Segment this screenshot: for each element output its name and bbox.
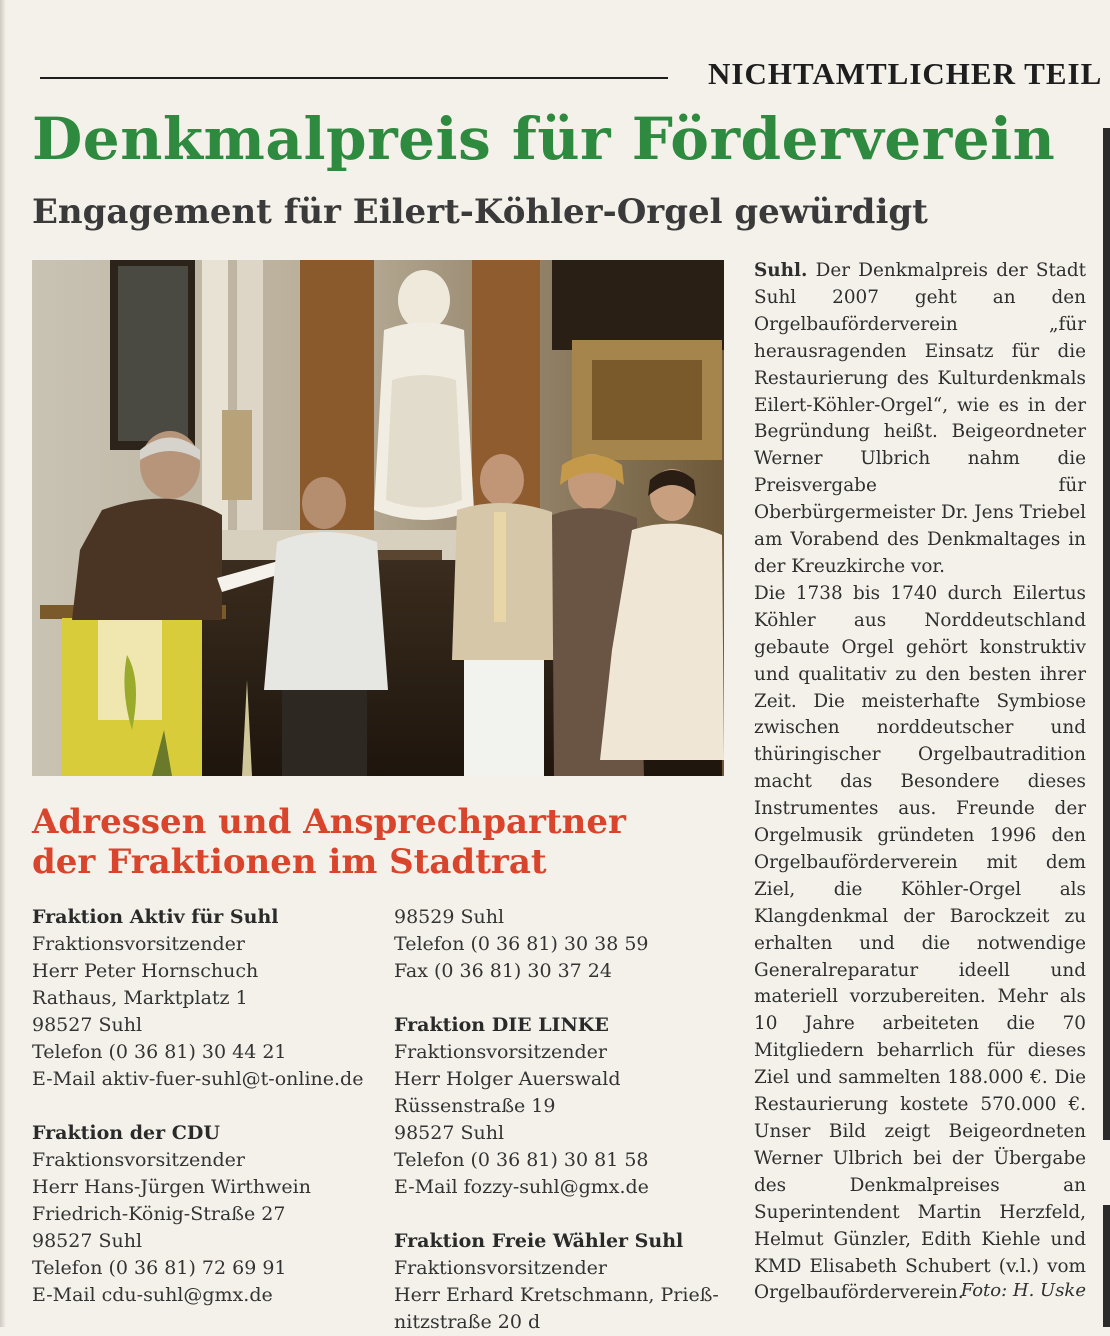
article-paragraph-1 bbox=[754, 258, 1086, 581]
subheadline: Engagement für Eilert-Köhler-Orgel gewürdigt bbox=[32, 192, 928, 232]
continued-city: 98529 Suhl bbox=[394, 906, 505, 928]
continued-phone: Telefon (0 36 81) 30 38 59 bbox=[394, 933, 649, 955]
faction-name-cdu: Fraktion der CDU bbox=[32, 1122, 220, 1144]
faction-street: nitzstraße 20 d bbox=[394, 1311, 541, 1333]
faction-phone: Telefon (0 36 81) 30 44 21 bbox=[32, 1041, 287, 1063]
faction-role: Fraktionsvorsitzender bbox=[32, 933, 245, 955]
faction-role: Fraktionsvorsitzender bbox=[394, 1041, 607, 1063]
contacts-column-left bbox=[32, 904, 382, 1309]
article-text-1: Der Denkmalpreis der Stadt Suhl 2007 geht an den Orgelbauförderverein „für herausragenden Einsatz für die Restaurierung des Kulturdenkmals Eilert-Köhler-Orgel“, wie es in der Begründung heißt. Beigeordneter Werner Ulbrich nahm die Preisvergabe für Oberbürgermeister Dr. Jens Triebel am Vorabend des Denkmaltages in der Kreuzkirche vor. bbox=[754, 260, 1086, 577]
faction-name-freie-waehler: Fraktion Freie Wähler Suhl bbox=[394, 1230, 684, 1252]
article-lead: Suhl. bbox=[754, 260, 808, 281]
faction-city: 98527 Suhl bbox=[32, 1014, 143, 1036]
faction-person: Herr Hans-Jürgen Wirthwein bbox=[32, 1176, 311, 1198]
continued-fax: Fax (0 36 81) 30 37 24 bbox=[394, 960, 612, 982]
contacts-heading-line-2: der Fraktionen im Stadtrat bbox=[32, 842, 547, 882]
faction-role: Fraktionsvorsitzender bbox=[32, 1149, 245, 1171]
faction-email: E-Mail fozzy-suhl@gmx.de bbox=[394, 1176, 649, 1198]
photo-credit: Foto: H. Uske bbox=[960, 1280, 1086, 1301]
faction-email: E-Mail aktiv-fuer-suhl@t-online.de bbox=[32, 1068, 364, 1090]
article-body bbox=[754, 258, 1086, 1307]
contacts-heading bbox=[32, 802, 722, 882]
page-edge bbox=[0, 0, 6, 1327]
column-divider-bar bbox=[1103, 128, 1110, 1140]
headline: Denkmalpreis für Förderverein bbox=[32, 105, 1056, 173]
faction-street: Friedrich-König-Straße 27 bbox=[32, 1203, 286, 1225]
faction-email: E-Mail cdu-suhl@gmx.de bbox=[32, 1284, 273, 1306]
header-rule bbox=[40, 77, 668, 79]
section-label: NICHTAMTLICHER TEIL bbox=[708, 56, 1103, 91]
faction-person: Herr Holger Auerswald bbox=[394, 1068, 621, 1090]
faction-phone: Telefon (0 36 81) 72 69 91 bbox=[32, 1257, 287, 1279]
faction-phone: Telefon (0 36 81) 30 81 58 bbox=[394, 1149, 649, 1171]
faction-person: Herr Erhard Kretschmann, Prieß- bbox=[394, 1284, 719, 1306]
faction-name-aktiv: Fraktion Aktiv für Suhl bbox=[32, 906, 279, 928]
faction-person: Herr Peter Hornschuch bbox=[32, 960, 259, 982]
contacts-column-right bbox=[394, 904, 729, 1336]
faction-city: 98527 Suhl bbox=[32, 1230, 143, 1252]
contacts-heading-line-1: Adressen und Ansprechpartner bbox=[32, 802, 626, 842]
faction-street: Rathaus, Marktplatz 1 bbox=[32, 987, 248, 1009]
faction-city: 98527 Suhl bbox=[394, 1122, 505, 1144]
faction-street: Rüssenstraße 19 bbox=[394, 1095, 556, 1117]
faction-role: Fraktionsvorsitzender bbox=[394, 1257, 607, 1279]
article-paragraph-2: Die 1738 bis 1740 durch Eilertus Köhler aus Norddeutschland gebaute Orgel gehört konstruktiv und qualitativ zu den besten ihrer Zeit. Die meisterhafte Symbiose zwischen norddeutscher und thüringischer Orgelbautradition macht das Besondere dieses Instrumentes aus. Freunde der Orgelmusik gründeten 1996 den Orgelbauförderverein mit dem Ziel, die Köhler-Orgel als Klangdenkmal der Barockzeit zu erhalten und die notwendige Generalreparatur ideell und materiell vorzubereiten. Mehr als 10 Jahre arbeiteten die 70 Mitgliedern beharrlich für dieses Ziel und sammelten 188.000 €. Die Restaurierung kostete 570.000 €. Unser Bild zeigt Beigeordneten Werner Ulbrich bei der Übergabe des Denkmalpreises an Superintendent Martin Herzfeld, Helmut Günzler, Edith Kiehle und KMD Elisabeth Schubert (v.l.) vom Orgelbauförderverein. bbox=[754, 582, 1086, 1304]
column-divider-bar-lower bbox=[1103, 1205, 1110, 1327]
article-photo bbox=[32, 260, 724, 776]
faction-name-linke: Fraktion DIE LINKE bbox=[394, 1014, 609, 1036]
